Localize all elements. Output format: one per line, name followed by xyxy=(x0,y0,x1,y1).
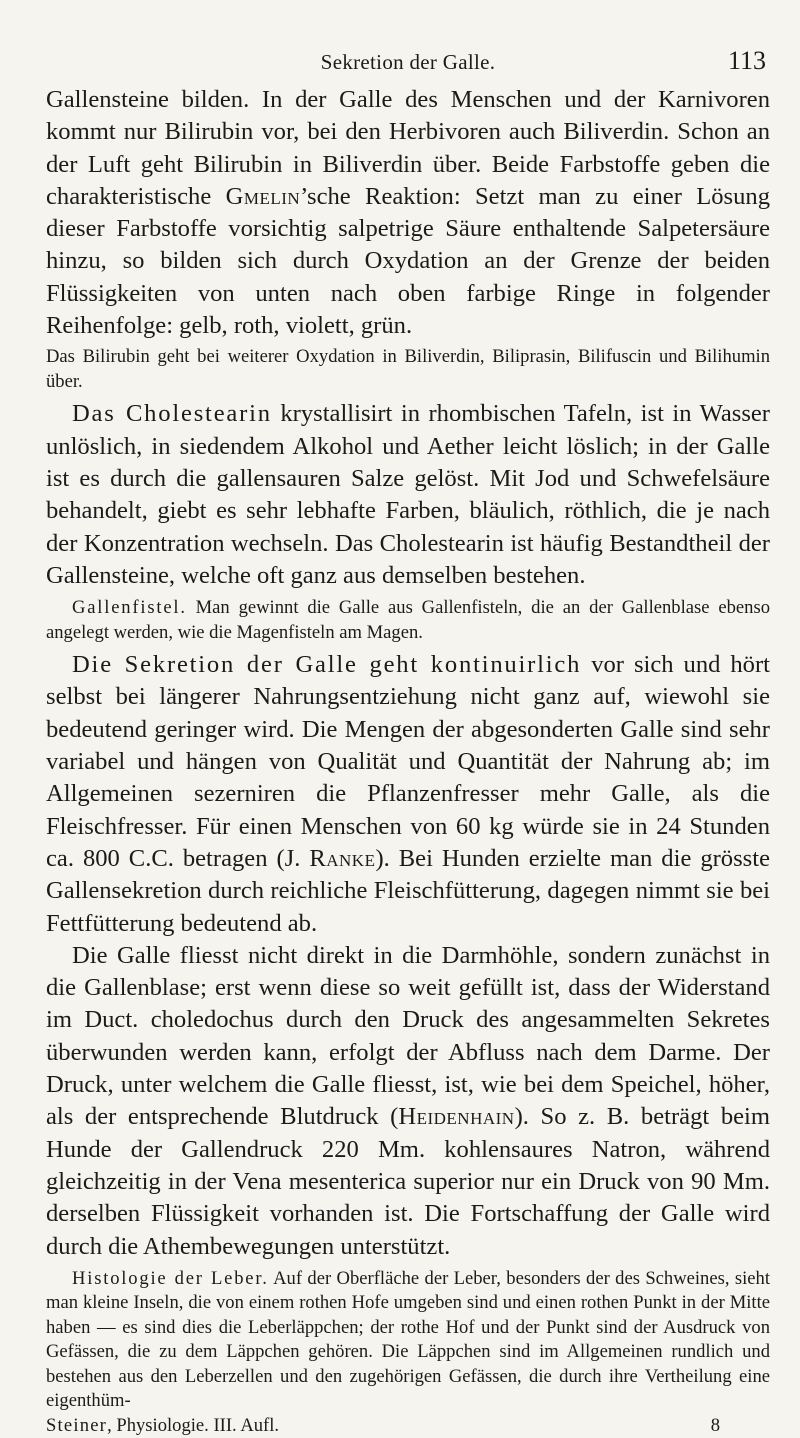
paragraph-text: ). So z. B. beträgt beim Hunde der Gallendruck 220 Mm. kohlensaures Natron, während gleichzeitig in der Vena mesenterica superior nur ein Druck von 90 Mm. derselben Flüssigkeit vorhanden ist. Die Fortschaffung der Galle wird durch die Athembewegungen unterstützt. xyxy=(46,1103,770,1260)
section-lead: Das Cholestearin xyxy=(72,400,272,428)
sheet-number: 8 xyxy=(710,1414,720,1436)
author-heidenhain: Heidenhain xyxy=(398,1103,515,1131)
book-reference xyxy=(46,1414,279,1438)
paragraph-text: Gallensteine bilden. In der Galle des Menschen und der Karnivoren kommt nur Bilirubin vor, bei den Herbivoren auch Biliverdin. Schon an der Luft geht Bilirubin in Biliverdin über. Beide Farbstoffe geben die charakteristische xyxy=(46,86,770,210)
paragraph-text: Auf der Oberfläche der Leber, besonders der des Schweines, sieht man kleine Inseln, die von einem rothen Hofe umgeben sind und einen rothen Punkt in der Mitte haben — es sind dies die Leberläppchen; der rothe Hof und der Punkt sind der Ausdruck von Gefässen, die zu dem Läppchen gehören. Die Läppchen sind im Allgemeinen rundlich und bestehen aus den Leberzellen und den zugehörigen Gefässen, die durch ihre Vertheilung eine eigenthüm- xyxy=(46,1267,770,1412)
note-bilirubin-oxidation: Das Bilirubin geht bei weiterer Oxydation in Biliverdin, Biliprasin, Bilifuscin und Bilihumin über. xyxy=(46,346,770,392)
paragraph-secretion xyxy=(46,649,770,940)
page-number: 113 xyxy=(727,46,766,75)
paragraph-cholestearin xyxy=(46,398,770,592)
author-ranke: Ranke xyxy=(309,844,376,872)
note-gallenfistel xyxy=(46,596,770,645)
paragraph-text: ’sche Reaktion: Setzt man zu einer Lösung dieser Farbstoffe vorsichtig salpetrige Säure enthaltende Salpetersäure hinzu, so bilden sich durch Oxydation an der Grenze der beiden Flüssigkeiten von unten nach oben farbige Ringe in folgender Reihenfolge: gelb, roth, violett, grün. xyxy=(46,182,770,340)
paragraph-text: krystallisirt in rhombischen Tafeln, ist in Wasser unlöslich, in siedendem Alkohol und Aether leicht löslich; in der Galle ist es durch die gallensauren Salze gelöst. Mit Jod und Schwefelsäure behandelt, giebt es sehr lebhafte Farben, bläulich, röthlich, die je nach der Konzentration wechseln. Das Cholestearin ist häufig Bestandtheil der Gallensteine, welche oft ganz aus demselben bestehen. xyxy=(46,400,770,589)
paragraph-text: Die Galle fliesst nicht direkt in die Darmhöhle, sondern zunächst in die Gallenblase; erst wenn diese so weit gefüllt ist, dass der Widerstand im Duct. choledochus durch den Druck des angesammelten Sekretes überwunden werden kann, erfolgt der Abfluss nach dem Darme. Der Druck, unter welchem die Galle fliesst, ist, wie bei dem Speichel, höher, als der entsprechende Blutdruck ( xyxy=(46,941,770,1131)
author-steiner: Steiner xyxy=(46,1414,108,1436)
note-histology xyxy=(46,1267,770,1414)
paragraph-bile-flow xyxy=(46,940,770,1263)
running-header xyxy=(46,44,770,84)
section-lead: Gallenfistel. xyxy=(72,597,187,619)
paragraph-bile-pigments xyxy=(46,84,770,342)
book-title: , Physiologie. III. Aufl. xyxy=(107,1414,280,1436)
section-lead: Histologie der Leber. xyxy=(72,1267,269,1289)
running-title: Sekretion der Galle. xyxy=(320,50,496,74)
paragraph-text: vor sich und hört selbst bei längerer Nahrungsentziehung nicht ganz auf, wiewohl sie bedeutend geringer wird. Die Mengen der abgesonderten Galle sind sehr variabel und hängen von Qualität und Quantität der Nahrung ab; im Allgemeinen sezerniren die Pflanzenfresser mehr Galle, als die Fleischfresser. Für einen Menschen von 60 kg würde sie in 24 Stunden ca. 800 C.C. betragen (J. xyxy=(46,651,770,872)
section-lead: Die Sekretion der Galle geht kontinuirlich xyxy=(72,651,582,679)
author-gmelin: Gmelin xyxy=(225,182,301,210)
signature-line xyxy=(46,1414,770,1438)
paragraph-text: Man gewinnt die Galle aus Gallenfisteln, die an der Gallenblase ebenso angelegt werden, wie die Magenfisteln am Magen. xyxy=(46,597,770,643)
paragraph-text: ). Bei Hunden erzielte man die grösste Gallensekretion durch reichliche Fleischfütterung, dagegen nimmt sie bei Fettfütterung bedeutend ab. xyxy=(46,844,770,937)
